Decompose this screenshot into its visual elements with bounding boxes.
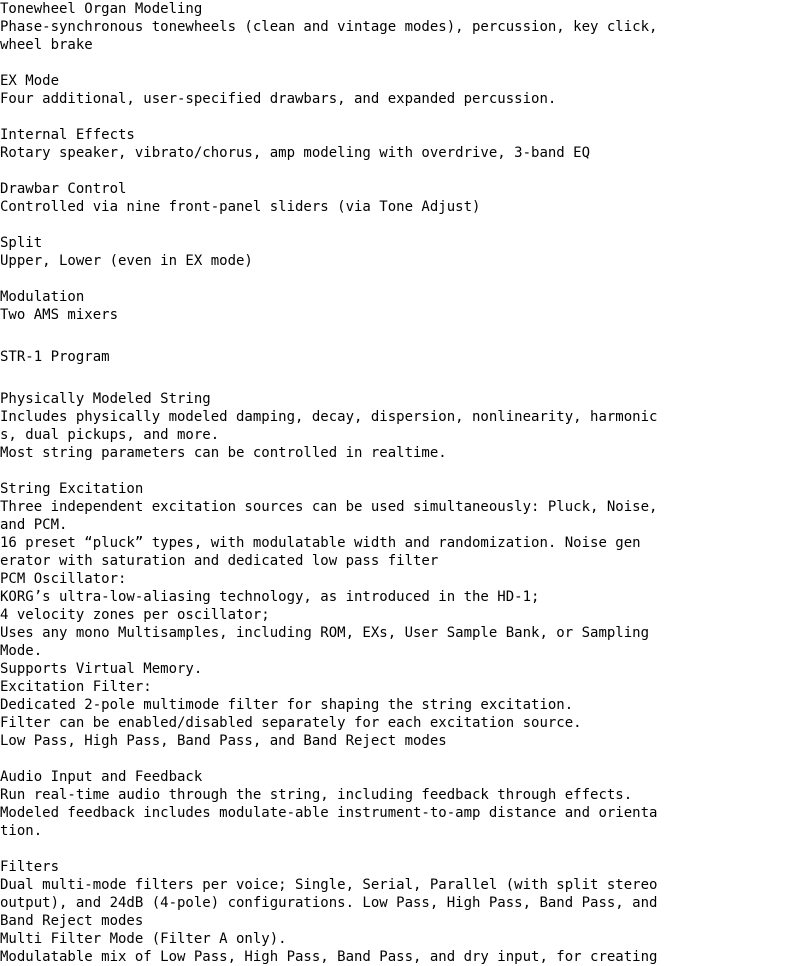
section-text-line: PCM Oscillator:: [0, 571, 127, 587]
section-heading: Audio Input and Feedback: [0, 769, 203, 785]
section-text-line: and PCM.: [0, 517, 68, 533]
section-text-line: tion.: [0, 823, 43, 839]
section-heading: String Excitation: [0, 481, 144, 497]
section: [0, 768, 658, 840]
section-text-line: Band Reject modes: [0, 913, 144, 929]
section-heading: Filters: [0, 859, 60, 875]
section-text-line: Two AMS mixers: [0, 307, 119, 323]
paragraph-gap: [0, 750, 640, 768]
section: [0, 72, 640, 108]
paragraph-gap: [0, 108, 640, 126]
paragraph-gap: [0, 54, 640, 72]
section-text-line: Multi Filter Mode (Filter A only).: [0, 931, 287, 947]
section-text-line: Rotary speaker, vibrato/chorus, amp modeling with overdrive, 3-band EQ: [0, 145, 591, 161]
section-text-line: Supports Virtual Memory.: [0, 661, 203, 677]
paragraph-gap: [0, 840, 640, 858]
section-text-line: KORG’s ultra-low-aliasing technology, as introduced in the HD-1;: [0, 589, 540, 605]
section-text-line: 4 velocity zones per oscillator;: [0, 607, 270, 623]
section-text-line: Three independent excitation sources can be used simultaneously: Pluck, Noise,: [0, 499, 658, 515]
section: [0, 858, 658, 966]
section-heading: Drawbar Control: [0, 181, 127, 197]
section-heading: EX Mode: [0, 73, 60, 89]
section-heading: Internal Effects: [0, 127, 135, 143]
paragraph-gap: [0, 462, 640, 480]
section-text-line: Low Pass, High Pass, Band Pass, and Band Reject modes: [0, 733, 447, 749]
section-text-line: Dual multi-mode filters per voice; Single, Serial, Parallel (with split stereo: [0, 877, 658, 893]
section-text-line: Mode.: [0, 643, 43, 659]
section-text-line: Filter can be enabled/disabled separately for each excitation source.: [0, 715, 582, 731]
paragraph-gap: [0, 324, 640, 348]
section: [0, 126, 640, 162]
section-text-line: Phase-synchronous tonewheels (clean and vintage modes), percussion, key click,: [0, 19, 658, 35]
section-heading: Split: [0, 235, 43, 251]
section-text-line: Includes physically modeled damping, decay, dispersion, nonlinearity, harmonic: [0, 409, 658, 425]
section-text-line: erator with saturation and dedicated low pass filter: [0, 553, 439, 569]
section-text-line: Upper, Lower (even in EX mode): [0, 253, 253, 269]
section-text-line: Modulatable mix of Low Pass, High Pass, Band Pass, and dry input, for creating: [0, 949, 658, 965]
section: [0, 0, 658, 54]
section-text-line: Uses any mono Multisamples, including ROM, EXs, User Sample Bank, or Sampling: [0, 625, 650, 641]
section-text-line: Dedicated 2-pole multimode filter for shaping the string excitation.: [0, 697, 574, 713]
section-text-line: Four additional, user-specified drawbars, and expanded percussion.: [0, 91, 557, 107]
section: [0, 234, 640, 270]
section-text-line: Excitation Filter:: [0, 679, 152, 695]
section-text-line: Run real-time audio through the string, including feedback through effects.: [0, 787, 633, 803]
section-heading: Modulation: [0, 289, 85, 305]
section: [0, 480, 658, 750]
section: [0, 348, 640, 366]
section-text-line: Most string parameters can be controlled in realtime.: [0, 445, 447, 461]
section: [0, 288, 640, 324]
section: [0, 390, 658, 462]
section-text-line: Modeled feedback includes modulate-able instrument-to-amp distance and orienta: [0, 805, 658, 821]
section-text-line: Controlled via nine front-panel sliders (via Tone Adjust): [0, 199, 481, 215]
paragraph-gap: [0, 216, 640, 234]
section: [0, 180, 640, 216]
paragraph-gap: [0, 366, 640, 390]
section-text-line: s, dual pickups, and more.: [0, 427, 220, 443]
section-text-line: output), and 24dB (4-pole) configurations. Low Pass, High Pass, Band Pass, and: [0, 895, 658, 911]
paragraph-gap: [0, 270, 640, 288]
section-heading: Tonewheel Organ Modeling: [0, 1, 203, 17]
section-text-line: 16 preset “pluck” types, with modulatable width and randomization. Noise gen: [0, 535, 641, 551]
section-text-line: wheel brake: [0, 37, 93, 53]
paragraph-gap: [0, 162, 640, 180]
section-heading: Physically Modeled String: [0, 391, 211, 407]
section-heading: STR-1 Program: [0, 349, 110, 365]
